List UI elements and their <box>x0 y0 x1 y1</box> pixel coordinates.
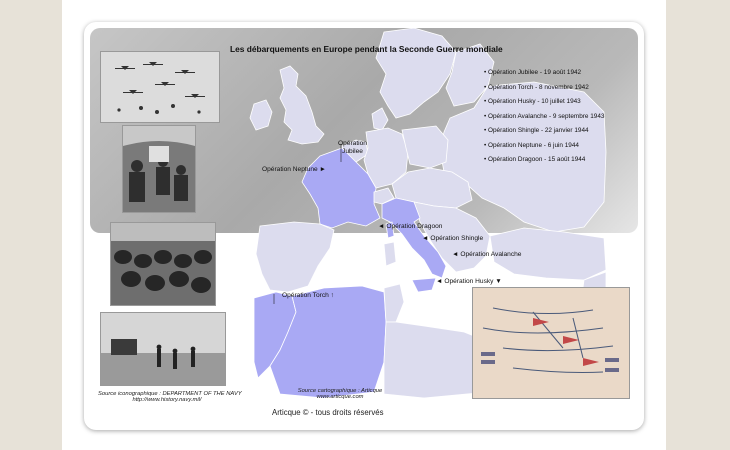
source-cartography-line2: www.articque.com <box>316 394 364 400</box>
photo-landing-craft-soldiers <box>110 222 216 306</box>
source-iconography-line2: http://www.history.navy.mil/ <box>132 397 202 403</box>
label-jubilee <box>338 140 367 156</box>
right-side-band <box>666 0 730 450</box>
left-side-band <box>0 0 62 450</box>
legend-item-husky: • Opération Husky - 10 juillet 1943 <box>484 98 604 113</box>
map-scandinavia <box>376 28 456 118</box>
photo-plane-interior <box>122 125 196 213</box>
photo-paratroopers-sky <box>100 51 220 123</box>
label-torch: Opération Torch ↑ <box>282 292 334 299</box>
map-sicily <box>412 278 436 292</box>
legend-item-jubilee: • Opération Jubilee - 19 août 1942 <box>484 69 604 84</box>
map-card <box>84 22 644 430</box>
map-poland <box>402 126 448 168</box>
source-iconography <box>98 391 242 403</box>
map-tunisia <box>384 284 404 322</box>
operations-legend <box>484 69 604 171</box>
label-jubilee-line2: Jubilee <box>342 148 363 155</box>
copyright-notice: Articque © - tous droits réservés <box>272 408 384 417</box>
photo-operation-map <box>472 287 630 399</box>
source-cartography <box>280 388 400 400</box>
legend-item-dragoon: • Opération Dragoon - 15 août 1944 <box>484 156 604 171</box>
source-iconography-line1: Source iconographique : DEPARTMENT OF THE NAVY <box>98 391 242 397</box>
label-dragoon: ◄ Opération Dragoon <box>378 223 443 230</box>
map-sardinia <box>384 242 396 266</box>
map-iberia <box>256 222 334 292</box>
map-uk <box>280 66 324 144</box>
label-neptune: Opération Neptune ► <box>262 166 327 173</box>
legend-item-avalanche: • Opération Avalanche - 9 septembre 1943 <box>484 113 604 128</box>
map-denmark <box>372 108 388 130</box>
label-shingle: ◄ Opération Shingle <box>422 235 484 242</box>
label-jubilee-line1: Opération <box>338 140 367 147</box>
photo-beach-landing <box>100 312 226 386</box>
map-title: Les débarquements en Europe pendant la Seconde Guerre mondiale <box>230 44 503 54</box>
map-ireland <box>250 100 272 130</box>
legend-item-shingle: • Opération Shingle - 22 janvier 1944 <box>484 127 604 142</box>
label-husky: ◄ Opération Husky ▼ <box>436 278 502 285</box>
legend-item-neptune: • Opération Neptune - 6 juin 1944 <box>484 142 604 157</box>
legend-item-torch: • Opération Torch - 8 novembre 1942 <box>484 84 604 99</box>
label-avalanche: ◄ Opération Avalanche <box>452 251 522 258</box>
source-cartography-line1: Source cartographique : Articque <box>297 388 383 394</box>
